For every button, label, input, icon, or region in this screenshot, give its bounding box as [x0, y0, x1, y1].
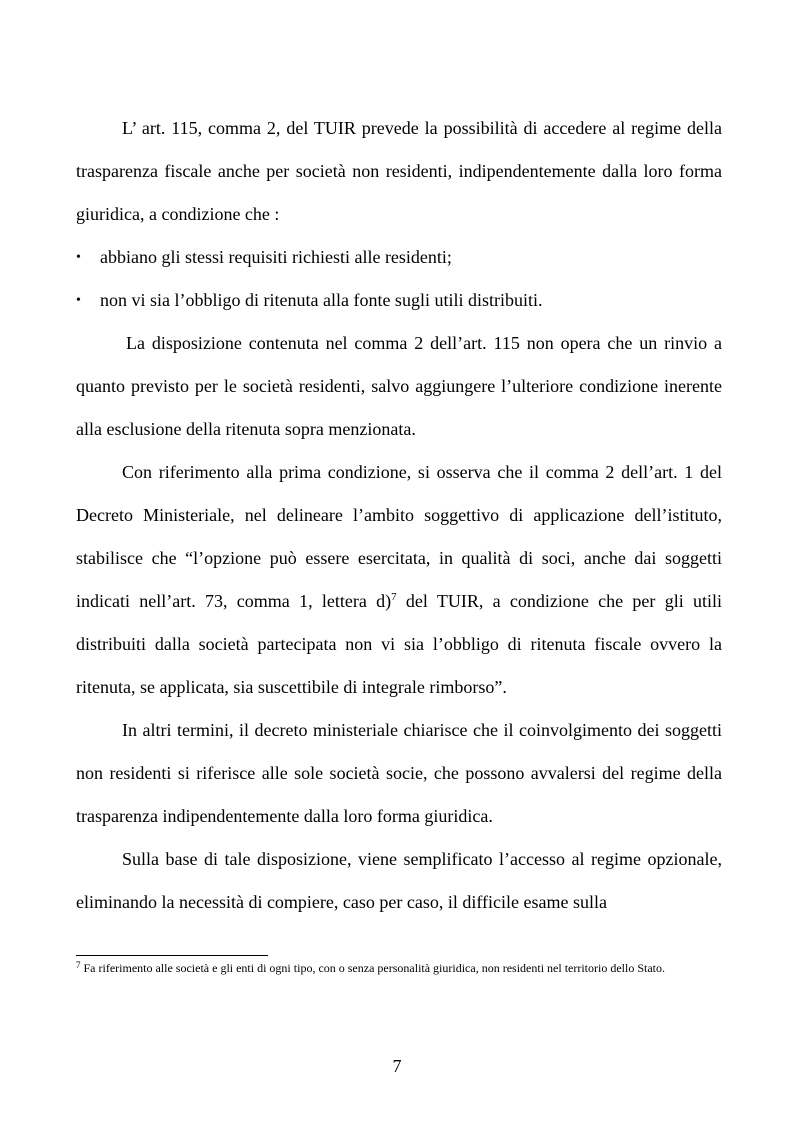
paragraph-3-text-end: del TUIR, a condizione che per gli utili distribuiti dalla società partecipata non vi sia l’obbligo di ritenuta fiscale ovvero la ritenuta, se applicata, sia suscettibile di integrale rimborso”.	[76, 591, 722, 697]
footnote-text: Fa riferimento alle società e gli enti di ogni tipo, con o senza personalità giuridica, non residenti nel territorio dello Stato.	[80, 961, 666, 975]
paragraph-2: La disposizione contenuta nel comma 2 dell’art. 115 non opera che un rinvio a quanto previsto per le società residenti, salvo aggiungere l’ulteriore condizione inerente alla esclusione della ritenuta sopra menzionata.	[76, 333, 722, 439]
footnote-reference: 7	[391, 591, 397, 603]
bullet-text: non vi sia l’obbligo di ritenuta alla fonte sugli utili distribuiti.	[100, 290, 543, 310]
footnote	[76, 960, 722, 977]
page-number: 7	[392, 1056, 402, 1076]
footnote-separator	[76, 955, 268, 956]
bullet-text: abbiano gli stessi requisiti richiesti alle residenti;	[100, 247, 452, 267]
bullet-item	[76, 279, 722, 322]
footnote-number: 7	[76, 960, 81, 970]
paragraph-5: Sulla base di tale disposizione, viene semplificato l’accesso al regime opzionale, eliminando la necessità di compiere, caso per caso, il difficile esame sulla	[76, 849, 722, 912]
bullet-list	[76, 236, 722, 322]
bullet-marker: •	[76, 293, 81, 308]
bullet-item	[76, 236, 722, 279]
paragraph-4: In altri termini, il decreto ministeriale chiarisce che il coinvolgimento dei soggetti non residenti si riferisce alle sole società socie, che possono avvalersi del regime della trasparenza indipendentemente dalla loro forma giuridica.	[76, 720, 722, 826]
bullet-marker: •	[76, 250, 81, 265]
paragraph-1: L’ art. 115, comma 2, del TUIR prevede la possibilità di accedere al regime della trasparenza fiscale anche per società non residenti, indipendentemente dalla loro forma giuridica, a condizione che :	[76, 118, 722, 224]
paragraph-3	[76, 451, 722, 709]
paragraph-3-text-start: Con riferimento alla prima condizione, si osserva che il comma 2 dell’art. 1 del Decreto Ministeriale, nel delineare l’ambito soggettivo di applicazione dell’istituto, stabilisce che “l’opzione può essere esercitata, in qualità di soci, anche dai soggetti indicati nell’art. 73, comma 1, lettera d)	[76, 462, 722, 611]
body-text	[76, 107, 722, 924]
